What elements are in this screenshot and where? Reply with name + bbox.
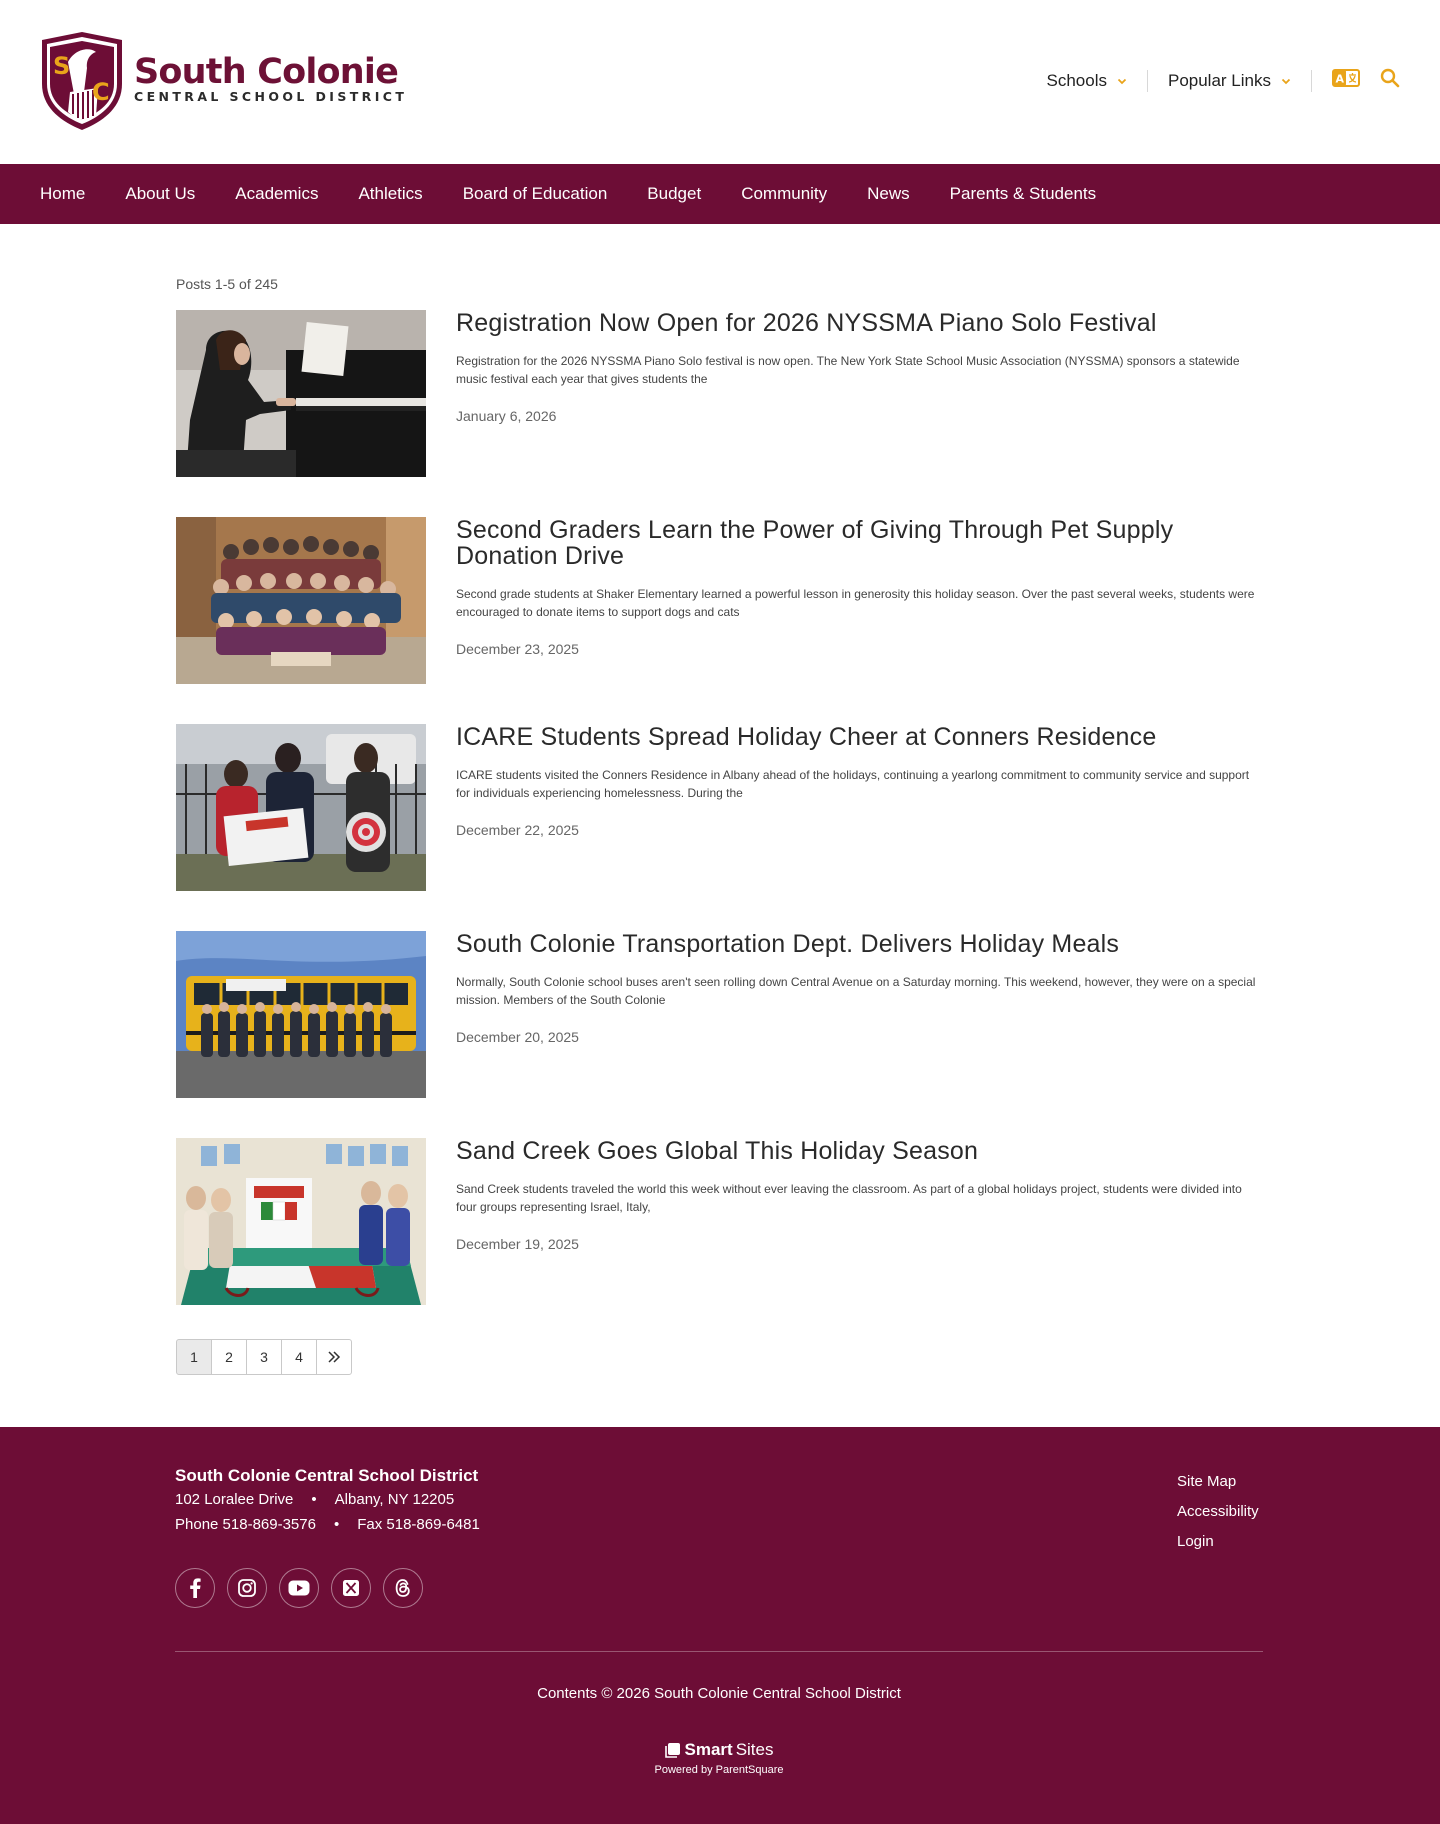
footer-street: 102 Loralee Drive: [175, 1491, 294, 1508]
footer-city: Albany, NY 12205: [334, 1491, 455, 1508]
site-footer: [0, 1427, 1440, 1824]
nav-academics[interactable]: Academics: [235, 184, 319, 203]
page-2-button[interactable]: 2: [211, 1339, 247, 1375]
news-list: [176, 224, 1264, 1375]
post-date: December 23, 2025: [456, 641, 579, 657]
svg-text:C: C: [92, 78, 110, 106]
header-divider: [1147, 70, 1148, 92]
header-utilities: [1047, 68, 1401, 93]
news-post: [176, 310, 1264, 477]
post-excerpt: ICARE students visited the Conners Residence in Albany ahead of the holidays, continuing a yearlong commitment to community service and support for individuals experiencing homelessness. During the: [456, 768, 1250, 800]
powered-by-text: Powered by ParentSquare: [654, 1764, 784, 1776]
post-title[interactable]: Registration Now Open for 2026 NYSSMA Piano Solo Festival: [456, 309, 1157, 337]
footer-link-accessibility[interactable]: Accessibility: [1177, 1503, 1259, 1520]
post-excerpt: Second grade students at Shaker Elementary learned a powerful lesson in generosity this holiday season. Over the past several weeks, students were encouraged to donate items to support dogs and cats: [456, 587, 1255, 619]
post-date: December 20, 2025: [456, 1029, 579, 1045]
site-header: [0, 0, 1440, 164]
logo-title: South Colonie: [134, 51, 399, 92]
page-1-button[interactable]: 1: [176, 1339, 212, 1375]
post-title[interactable]: Sand Creek Goes Global This Holiday Season: [456, 1137, 979, 1165]
footer-link-site-map[interactable]: Site Map: [1177, 1473, 1237, 1490]
post-title[interactable]: Second Graders Learn the Power of Giving Through Pet Supply Donation Drive: [456, 516, 1174, 570]
news-post: [176, 724, 1264, 891]
footer-org-name: South Colonie Central School District: [175, 1466, 479, 1485]
header-divider: [1311, 70, 1312, 92]
post-excerpt: Normally, South Colonie school buses aren't seen rolling down Central Avenue on a Saturday morning. This weekend, however, they were on a special mission. Members of the South Colonie: [456, 975, 1256, 1007]
news-post: [176, 1138, 1264, 1305]
footer-links: [1177, 1467, 1263, 1557]
post-thumbnail[interactable]: [176, 310, 426, 477]
classroom-project-photo: [176, 1138, 426, 1305]
social-links: [175, 1568, 435, 1608]
footer-separator: •: [333, 1516, 340, 1533]
footer-address: [175, 1491, 454, 1508]
news-post: [176, 931, 1264, 1098]
instagram-icon[interactable]: [227, 1568, 267, 1608]
post-date: January 6, 2026: [456, 408, 557, 424]
post-thumbnail[interactable]: [176, 724, 426, 891]
popular-links-label: Popular Links: [1167, 70, 1271, 90]
post-title[interactable]: ICARE Students Spread Holiday Cheer at Conners Residence: [456, 723, 1157, 751]
pagination: [176, 1339, 1264, 1375]
post-thumbnail[interactable]: [176, 517, 426, 684]
svg-text:A: A: [1335, 72, 1345, 86]
post-excerpt: Registration for the 2026 NYSSMA Piano Solo festival is now open. The New York State School Music Association (NYSSMA) sponsors a statewide music festival each year that gives students the: [456, 354, 1240, 386]
footer-phone[interactable]: Phone 518-869-3576: [175, 1516, 316, 1533]
schools-dropdown[interactable]: [1047, 71, 1127, 91]
nav-news[interactable]: News: [867, 184, 910, 203]
smartsites-brand: [665, 1740, 774, 1760]
nav-athletics[interactable]: Athletics: [358, 184, 423, 203]
nav-about-us[interactable]: About Us: [125, 184, 196, 203]
news-post: [176, 517, 1264, 684]
post-thumbnail[interactable]: [176, 931, 426, 1098]
students-with-boxes-photo: [176, 724, 426, 891]
posts-count: Posts 1-5 of 245: [176, 276, 278, 292]
nav-budget[interactable]: Budget: [647, 184, 702, 203]
smartsites-logo-icon: [665, 1742, 681, 1758]
facebook-icon[interactable]: [175, 1568, 215, 1608]
nav-parents-students[interactable]: Parents & Students: [949, 184, 1097, 203]
page-4-button[interactable]: 4: [281, 1339, 317, 1375]
nav-community[interactable]: Community: [741, 184, 828, 203]
school-bus-group-photo: [176, 931, 426, 1098]
district-logo[interactable]: [40, 32, 407, 130]
page-3-button[interactable]: 3: [246, 1339, 282, 1375]
chevron-down-icon: [1281, 76, 1291, 86]
chevron-down-icon: [1117, 76, 1127, 86]
footer-copyright: Contents © 2026 South Colonie Central School District: [537, 1685, 901, 1702]
next-pages-button[interactable]: [316, 1339, 352, 1375]
search-icon[interactable]: [1380, 68, 1400, 93]
translate-icon[interactable]: [1332, 69, 1360, 92]
schools-label: Schools: [1046, 70, 1107, 90]
post-title[interactable]: South Colonie Transportation Dept. Delivers Holiday Meals: [456, 930, 1120, 958]
x-icon[interactable]: [331, 1568, 371, 1608]
footer-divider: [175, 1651, 1263, 1652]
post-thumbnail[interactable]: [176, 1138, 426, 1305]
main-nav: [0, 164, 1440, 224]
shield-logo-icon: [40, 32, 124, 130]
double-chevron-right-icon: [327, 1351, 341, 1363]
nav-board-of-education[interactable]: Board of Education: [462, 184, 608, 203]
svg-text:S: S: [53, 52, 71, 80]
piano-student-photo: [176, 310, 426, 477]
powered-by[interactable]: [175, 1740, 1263, 1776]
footer-link-login[interactable]: Login: [1177, 1533, 1214, 1550]
post-excerpt: Sand Creek students traveled the world this week without ever leaving the classroom. As part of a global holidays project, students were divided into four groups representing Israel, Italy,: [456, 1182, 1242, 1214]
nav-home[interactable]: Home: [40, 184, 86, 203]
smartsites-brand-light: Sites: [735, 1740, 774, 1759]
popular-links-dropdown[interactable]: [1168, 71, 1291, 91]
logo-subtitle: CENTRAL SCHOOL DISTRICT: [134, 88, 408, 104]
smartsites-brand-bold: Smart: [684, 1740, 733, 1759]
youtube-icon[interactable]: [279, 1568, 319, 1608]
group-photo: [176, 517, 426, 684]
post-date: December 22, 2025: [456, 822, 579, 838]
footer-contact: [175, 1516, 480, 1533]
threads-icon[interactable]: [383, 1568, 423, 1608]
footer-fax: Fax 518-869-6481: [357, 1516, 480, 1533]
footer-separator: •: [311, 1491, 317, 1508]
post-date: December 19, 2025: [456, 1236, 579, 1252]
